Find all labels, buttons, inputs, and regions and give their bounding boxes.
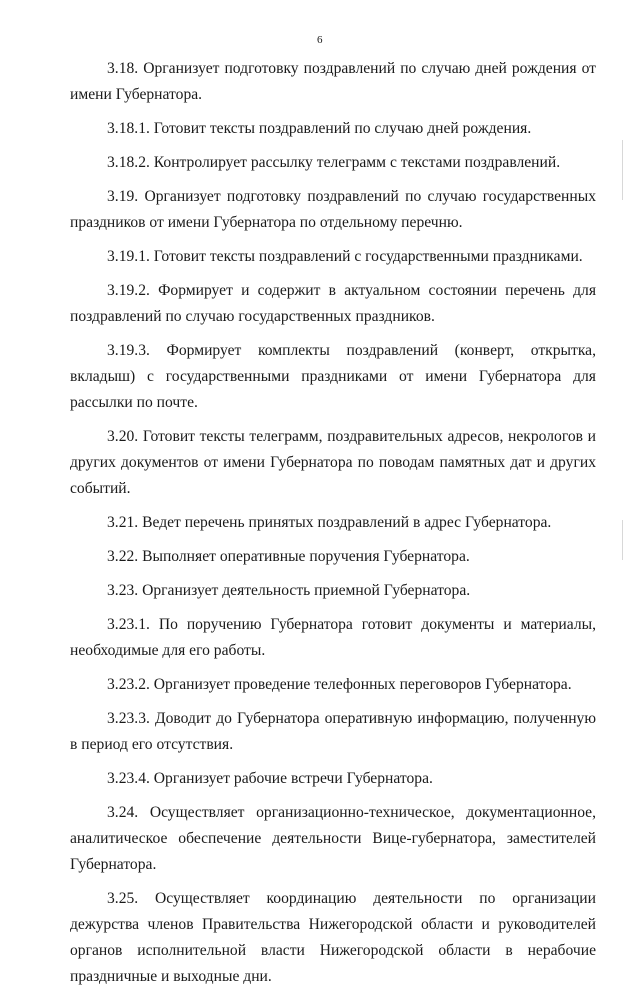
paragraph-3-23-2: 3.23.2. Организует проведение телефонных переговоров Губернатора. <box>107 676 572 693</box>
scan-edge-mark <box>622 140 623 200</box>
scan-edge-mark <box>622 520 623 560</box>
paragraph-3-18-1: 3.18.1. Готовит тексты поздравлений по случаю дней рождения. <box>107 120 532 137</box>
paragraph-3-19-3: 3.19.3. Формирует комплекты поздравлений (конверт, открытка, вкладыш) с государственными праздниками от имени Губернатора для рассылки по почте. <box>70 342 596 411</box>
document-body <box>70 56 596 998</box>
paragraph-3-25: 3.25. Осуществляет координацию деятельности по организации дежурства членов Правительства Нижегородской области и руководителей органов исполнительной власти Нижегородской области в нерабочие праздничные и выходные дни. <box>70 890 596 985</box>
paragraph-3-23-1: 3.23.1. По поручению Губернатора готовит документы и материалы, необходимые для его работы. <box>70 616 596 659</box>
paragraph-3-23-4: 3.23.4. Организует рабочие встречи Губернатора. <box>107 770 433 787</box>
paragraph-3-19-1: 3.19.1. Готовит тексты поздравлений с государственными праздниками. <box>107 248 583 265</box>
paragraph-3-19-2: 3.19.2. Формирует и содержит в актуальном состоянии перечень для поздравлений по случаю государственных праздников. <box>70 282 596 325</box>
paragraph-3-24: 3.24. Осуществляет организационно-техническое, документационное, аналитическое обеспечение деятельности Вице-губернатора, заместителей Губернатора. <box>70 804 596 873</box>
paragraph-3-22: 3.22. Выполняет оперативные поручения Губернатора. <box>107 548 470 565</box>
page-number: 6 <box>317 34 323 46</box>
paragraph-3-21: 3.21. Ведет перечень принятых поздравлений в адрес Губернатора. <box>107 514 552 531</box>
paragraph-3-23: 3.23. Организует деятельность приемной Губернатора. <box>107 582 471 599</box>
paragraph-3-23-3: 3.23.3. Доводит до Губернатора оперативную информацию, полученную в период его отсутствия. <box>70 710 596 753</box>
paragraph-3-18-2: 3.18.2. Контролирует рассылку телеграмм с текстами поздравлений. <box>107 154 561 171</box>
paragraph-3-18: 3.18. Организует подготовку поздравлений по случаю дней рождения от имени Губернатора. <box>70 60 596 103</box>
paragraph-3-20: 3.20. Готовит тексты телеграмм, поздравительных адресов, некрологов и других документов от имени Губернатора по поводам памятных дат и других событий. <box>70 428 596 497</box>
paragraph-3-19: 3.19. Организует подготовку поздравлений по случаю государственных праздников от имени Губернатора по отдельному перечню. <box>70 188 596 231</box>
